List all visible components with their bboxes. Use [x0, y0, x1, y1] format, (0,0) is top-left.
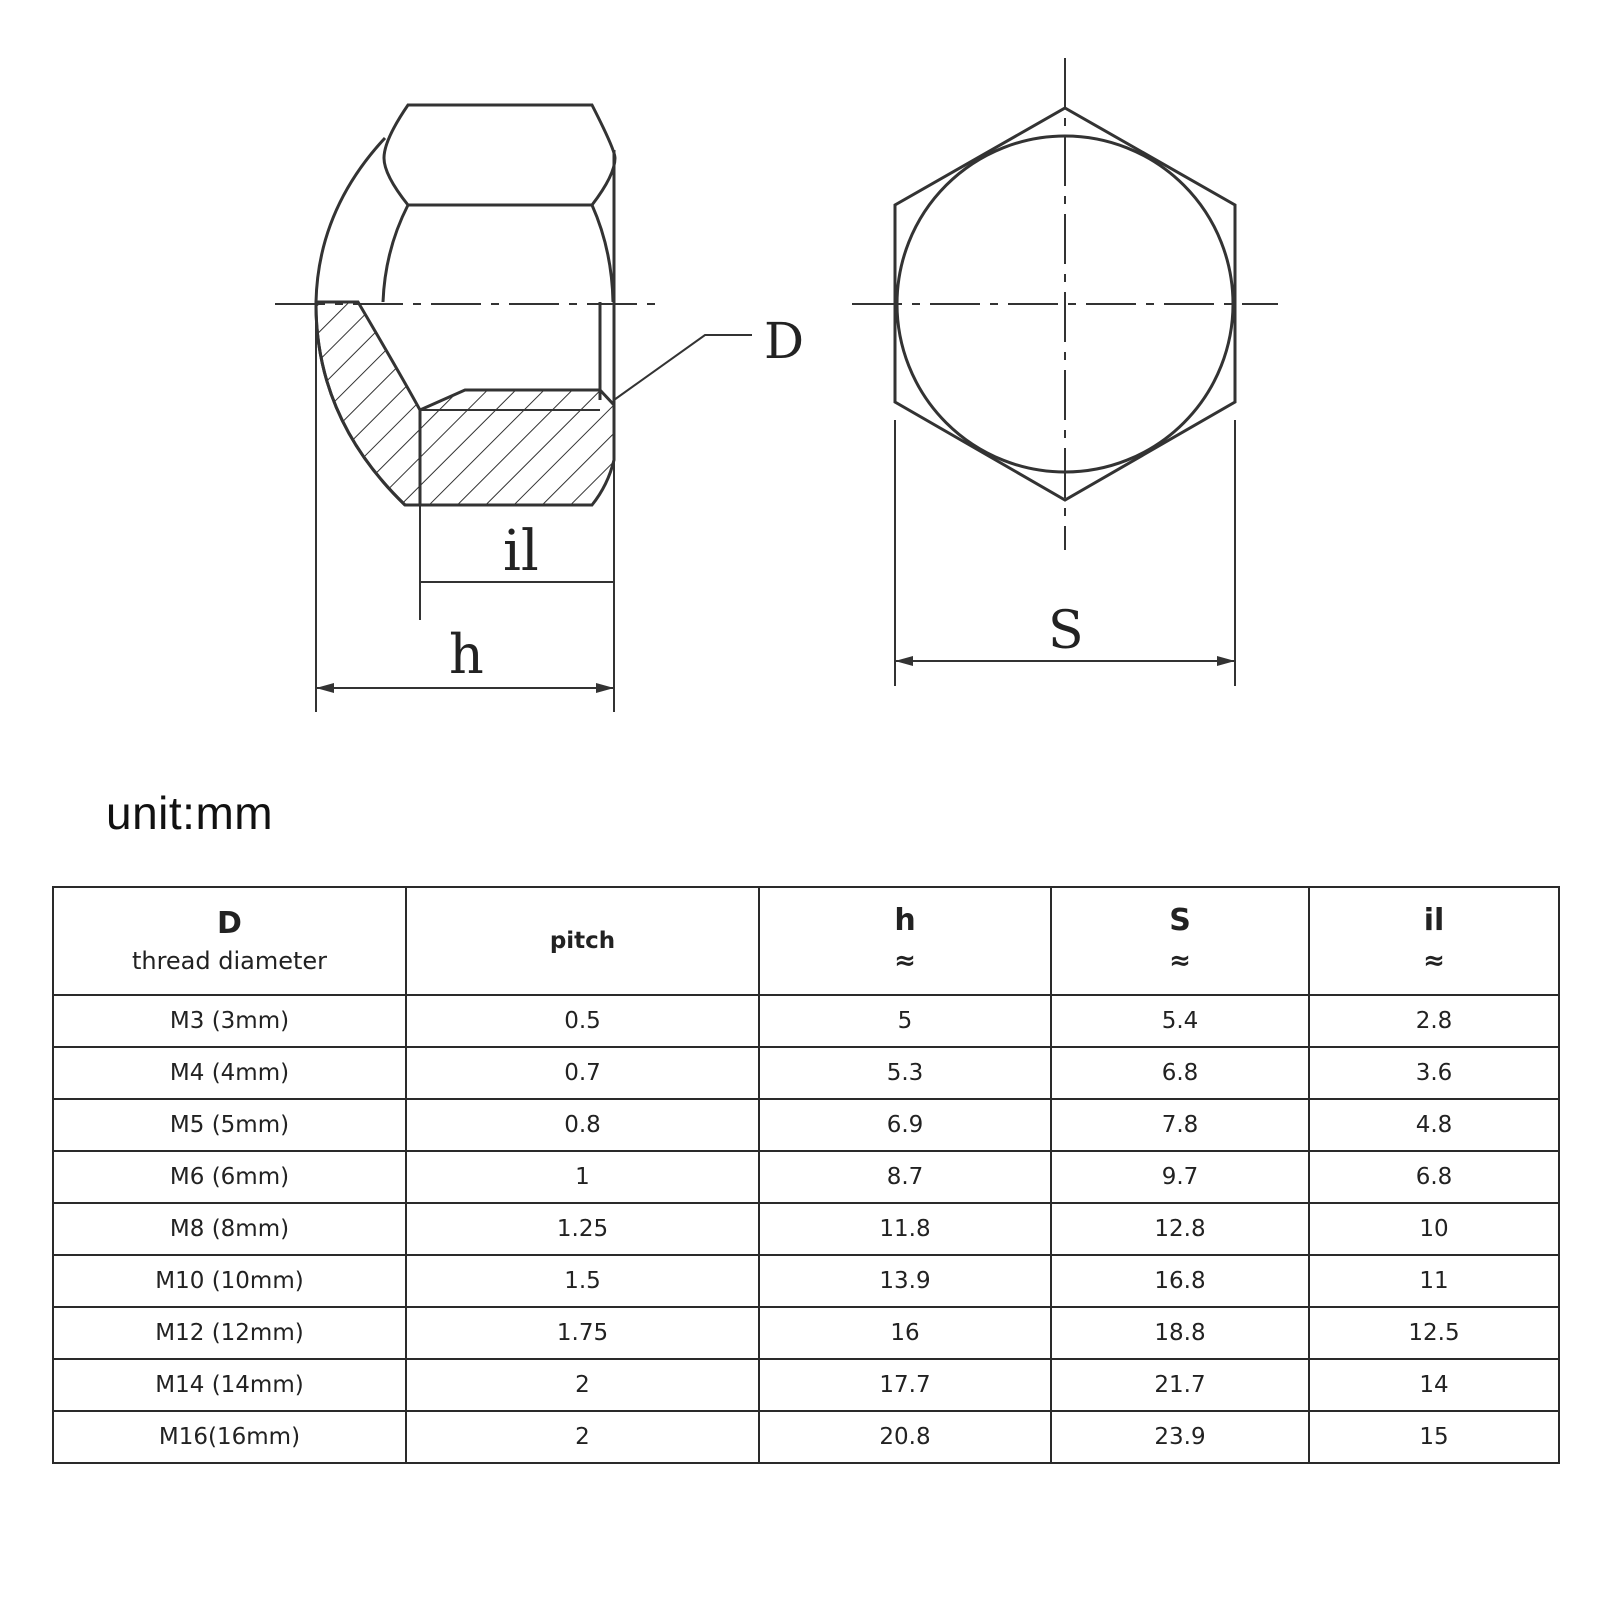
- header-s: [1051, 887, 1309, 995]
- cell-thread-diameter: M4 (4mm): [53, 1047, 406, 1099]
- cell-s: 16.8: [1051, 1255, 1309, 1307]
- cell-s: 21.7: [1051, 1359, 1309, 1411]
- cell-thread-diameter: M5 (5mm): [53, 1099, 406, 1151]
- header-main: pitch: [549, 928, 616, 954]
- table-row: [53, 1255, 1559, 1307]
- table-row: [53, 995, 1559, 1047]
- table-row: [53, 1047, 1559, 1099]
- cell-h: 5.3: [759, 1047, 1051, 1099]
- cell-il: 11: [1309, 1255, 1559, 1307]
- cell-il: 2.8: [1309, 995, 1559, 1047]
- cell-il: 12.5: [1309, 1307, 1559, 1359]
- cell-h: 8.7: [759, 1151, 1051, 1203]
- header-sub: ≈: [894, 946, 916, 976]
- cell-il: 15: [1309, 1411, 1559, 1463]
- header-sub: ≈: [1169, 946, 1191, 976]
- cell-s: 18.8: [1051, 1307, 1309, 1359]
- cell-il: 6.8: [1309, 1151, 1559, 1203]
- cell-pitch: 1.75: [406, 1307, 759, 1359]
- label-il: il: [503, 519, 539, 584]
- unit-label: unit:mm: [106, 787, 274, 839]
- header-thread-diameter: [53, 887, 406, 995]
- table-row: [53, 1099, 1559, 1151]
- cell-s: 12.8: [1051, 1203, 1309, 1255]
- cell-h: 5: [759, 995, 1051, 1047]
- cell-pitch: 2: [406, 1411, 759, 1463]
- cell-thread-diameter: M14 (14mm): [53, 1359, 406, 1411]
- cell-pitch: 1: [406, 1151, 759, 1203]
- cell-s: 5.4: [1051, 995, 1309, 1047]
- cell-s: 6.8: [1051, 1047, 1309, 1099]
- technical-drawing: [0, 0, 1600, 760]
- cell-h: 13.9: [759, 1255, 1051, 1307]
- header-sub: thread diameter: [131, 947, 328, 975]
- cell-pitch: 0.7: [406, 1047, 759, 1099]
- cell-pitch: 1.25: [406, 1203, 759, 1255]
- cell-thread-diameter: M16(16mm): [53, 1411, 406, 1463]
- table-row: [53, 1411, 1559, 1463]
- cell-il: 10: [1309, 1203, 1559, 1255]
- cell-pitch: 2: [406, 1359, 759, 1411]
- cell-h: 6.9: [759, 1099, 1051, 1151]
- label-S: S: [1048, 601, 1084, 661]
- cell-s: 9.7: [1051, 1151, 1309, 1203]
- cell-h: 20.8: [759, 1411, 1051, 1463]
- top-view: [852, 58, 1278, 686]
- cell-pitch: 1.5: [406, 1255, 759, 1307]
- cell-h: 17.7: [759, 1359, 1051, 1411]
- cell-thread-diameter: M10 (10mm): [53, 1255, 406, 1307]
- cell-il: 3.6: [1309, 1047, 1559, 1099]
- table-row: [53, 1203, 1559, 1255]
- header-il: [1309, 887, 1559, 995]
- cell-il: 14: [1309, 1359, 1559, 1411]
- header-pitch: [406, 887, 759, 995]
- label-D: D: [764, 312, 805, 370]
- header-sub: ≈: [1423, 946, 1445, 976]
- cell-il: 4.8: [1309, 1099, 1559, 1151]
- header-main: il: [1423, 903, 1445, 938]
- label-h: h: [449, 623, 484, 686]
- header-main: S: [1169, 903, 1191, 938]
- spec-table: [52, 886, 1560, 1464]
- table-row: [53, 1359, 1559, 1411]
- cell-s: 7.8: [1051, 1099, 1309, 1151]
- header-main: h: [894, 903, 916, 938]
- cell-pitch: 0.8: [406, 1099, 759, 1151]
- side-view: [275, 105, 752, 712]
- cell-thread-diameter: M12 (12mm): [53, 1307, 406, 1359]
- header-main: D: [217, 906, 242, 941]
- cell-thread-diameter: M6 (6mm): [53, 1151, 406, 1203]
- header-h: [759, 887, 1051, 995]
- header-row: [53, 887, 1559, 995]
- cell-pitch: 0.5: [406, 995, 759, 1047]
- cell-thread-diameter: M8 (8mm): [53, 1203, 406, 1255]
- cell-s: 23.9: [1051, 1411, 1309, 1463]
- table-row: [53, 1151, 1559, 1203]
- table-row: [53, 1307, 1559, 1359]
- cell-h: 16: [759, 1307, 1051, 1359]
- cell-h: 11.8: [759, 1203, 1051, 1255]
- cell-thread-diameter: M3 (3mm): [53, 995, 406, 1047]
